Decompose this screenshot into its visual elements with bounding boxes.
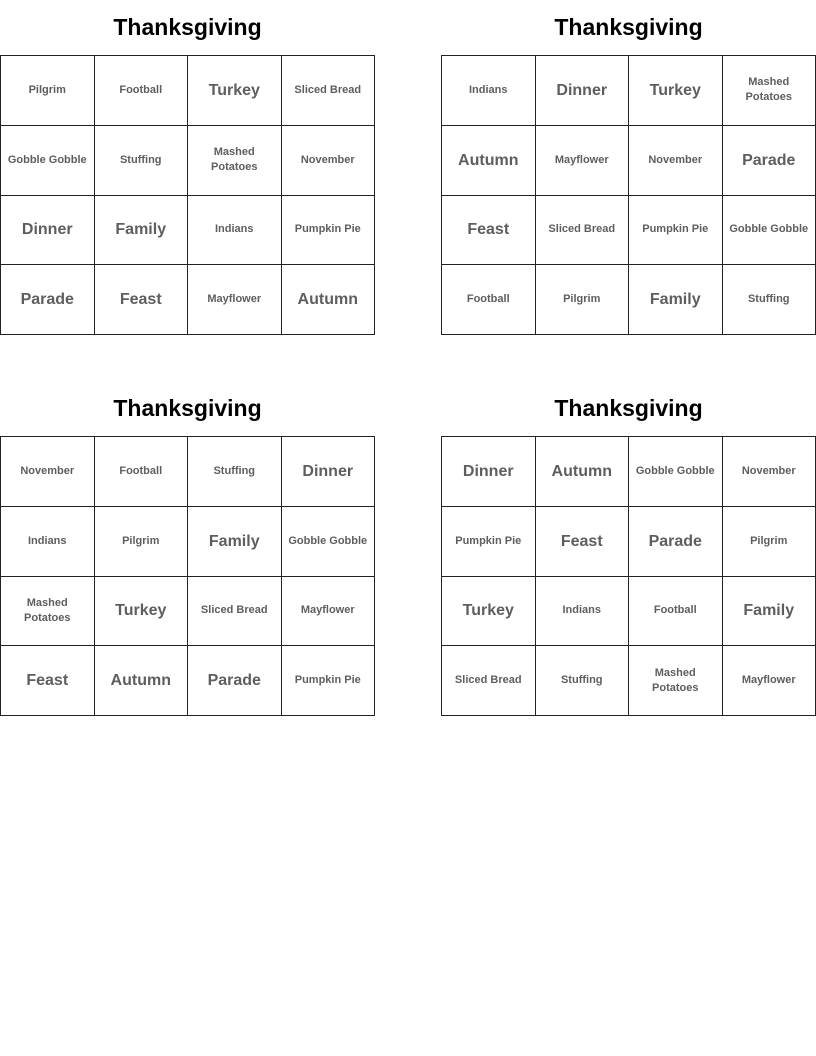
bingo-cell: Football [95,56,189,126]
bingo-cell: November [723,437,816,507]
bingo-cell: Indians [536,577,630,647]
bingo-cell: Parade [1,265,95,335]
bingo-cell: Turkey [188,56,282,126]
bingo-cell: Family [188,507,282,577]
bingo-cell: Autumn [536,437,630,507]
bingo-cell: November [1,437,95,507]
bingo-cell: Mayflower [282,577,376,647]
bingo-cell: Sliced Bread [282,56,376,126]
bingo-cell: Pilgrim [1,56,95,126]
bingo-cell: Pumpkin Pie [629,196,723,266]
bingo-cell: Mayflower [536,126,630,196]
bingo-cell: Indians [442,56,536,126]
bingo-cell: Parade [188,646,282,716]
bingo-cell: Parade [723,126,816,196]
bingo-cell: Indians [188,196,282,266]
bingo-cell: Mayflower [188,265,282,335]
bingo-cell: Mashed Potatoes [1,577,95,647]
bingo-cell: Stuffing [95,126,189,196]
bingo-cell: Pumpkin Pie [442,507,536,577]
bingo-cell: November [629,126,723,196]
bingo-cell: Gobble Gobble [723,196,816,266]
bingo-cell: Sliced Bread [536,196,630,266]
bingo-card-4 [441,381,816,716]
bingo-cell: Feast [95,265,189,335]
bingo-cell: Pumpkin Pie [282,646,376,716]
bingo-cell: Stuffing [188,437,282,507]
bingo-card-2 [441,0,816,335]
card-title: Thanksgiving [554,14,703,40]
bingo-grid [441,55,816,335]
bingo-cell: Indians [1,507,95,577]
bingo-cell: Parade [629,507,723,577]
bingo-cell: Feast [442,196,536,266]
bingo-cell: Sliced Bread [188,577,282,647]
bingo-cell: Mayflower [723,646,816,716]
bingo-grid [441,436,816,716]
bingo-cell: Football [95,437,189,507]
bingo-cell: Pilgrim [95,507,189,577]
bingo-cell: Pilgrim [536,265,630,335]
bingo-cell: Mashed Potatoes [629,646,723,716]
bingo-cell: Pumpkin Pie [282,196,376,266]
bingo-cell: Football [629,577,723,647]
bingo-cell: Football [442,265,536,335]
bingo-cell: Stuffing [536,646,630,716]
card-title: Thanksgiving [113,14,262,40]
bingo-cell: Gobble Gobble [282,507,376,577]
bingo-cell: Dinner [442,437,536,507]
bingo-cell: Dinner [282,437,376,507]
bingo-cell: Autumn [95,646,189,716]
bingo-cell: Pilgrim [723,507,816,577]
bingo-cell: Family [95,196,189,266]
bingo-cell: Autumn [282,265,376,335]
bingo-cell: Turkey [95,577,189,647]
bingo-cell: Turkey [442,577,536,647]
bingo-card-1 [0,0,375,335]
bingo-cell: Family [723,577,816,647]
bingo-cell: November [282,126,376,196]
card-title: Thanksgiving [113,395,262,421]
bingo-cell: Mashed Potatoes [188,126,282,196]
bingo-card-3 [0,381,375,716]
bingo-cell: Dinner [536,56,630,126]
bingo-cell: Feast [1,646,95,716]
card-title: Thanksgiving [554,395,703,421]
bingo-cell: Feast [536,507,630,577]
bingo-grid [0,55,375,335]
bingo-cell: Turkey [629,56,723,126]
bingo-cell: Autumn [442,126,536,196]
bingo-cell: Family [629,265,723,335]
bingo-cell: Dinner [1,196,95,266]
bingo-grid [0,436,375,716]
bingo-cell: Sliced Bread [442,646,536,716]
bingo-cell: Mashed Potatoes [723,56,816,126]
bingo-cell: Gobble Gobble [1,126,95,196]
bingo-cell: Stuffing [723,265,816,335]
bingo-cell: Gobble Gobble [629,437,723,507]
